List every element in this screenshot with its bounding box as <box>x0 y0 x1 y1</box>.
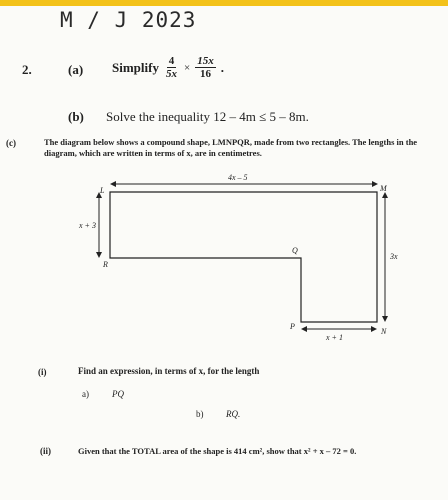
shape-outline <box>110 192 377 322</box>
subpart-i-label: (i) <box>38 367 47 377</box>
right-arrow-bottom <box>382 316 388 322</box>
label-left-length: x + 3 <box>79 221 96 230</box>
label-bottom-length: x + 1 <box>326 333 343 342</box>
vertex-R: R <box>103 260 108 269</box>
top-arrow-right <box>372 181 378 187</box>
subpart-ia-label: a) <box>82 389 89 399</box>
fraction-2-numerator: 15x <box>197 55 214 67</box>
subpart-ii-text: Given that the TOTAL area of the shape is 414 cm², show that x² + x – 72 = 0. <box>78 446 357 456</box>
subpart-i-text: Find an expression, in terms of x, for the length <box>78 366 260 376</box>
vertex-N: N <box>381 327 387 336</box>
fraction-1-denominator: 5x <box>165 68 177 80</box>
question-number: 2. <box>22 62 32 77</box>
vertex-L: L <box>100 186 105 195</box>
bottom-arrow-right <box>371 326 377 332</box>
part-a-end: . <box>220 59 224 75</box>
handwritten-title: M / J 2023 <box>60 8 197 32</box>
bottom-arrow-left <box>301 326 307 332</box>
part-b-text: Solve the inequality 12 – 4m ≤ 5 – 8m. <box>106 109 309 124</box>
top-arrow-left <box>110 181 116 187</box>
subpart-ii-label: (ii) <box>40 446 51 456</box>
subpart-ib-text: RQ. <box>226 409 241 419</box>
part-a-label: (a) <box>68 62 84 77</box>
part-c-label: (c) <box>6 138 16 148</box>
times-sign: × <box>183 61 191 74</box>
part-c-text: The diagram below shows a compound shape, LMNPQR, made from two rectangles. The lengths in the diagram, which are written in terms of x, are in centimetres. <box>44 137 418 158</box>
vertex-Q: Q <box>292 246 298 255</box>
subpart-ib-label: b) <box>196 409 204 419</box>
fraction-2-denominator: 16 <box>199 68 211 80</box>
subpart-ia-text: PQ <box>112 389 124 399</box>
label-top-length: 4x – 5 <box>228 173 248 182</box>
fraction-1-numerator: 4 <box>168 55 175 67</box>
vertex-M: M <box>380 184 387 193</box>
part-b-label: (b) <box>68 109 84 124</box>
left-arrow-bottom <box>96 252 102 258</box>
vertex-P: P <box>290 322 295 331</box>
label-right-length: 3x <box>390 252 398 261</box>
part-a-text: Simplify <box>112 59 159 75</box>
